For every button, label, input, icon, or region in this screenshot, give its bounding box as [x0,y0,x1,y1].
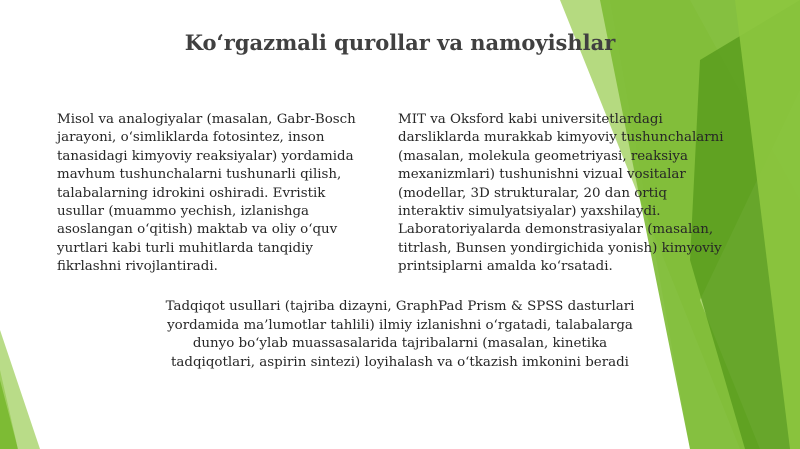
bottom-line: yordamida ma’lumotlar tahlili) ilmiy izlanishni o‘rgatadi, talabalarga [167,317,633,333]
left-line: usullar (muammo yechish, izlanishga [57,204,310,220]
right-line: (masalan, molekula geometriyasi, reaksiya [398,148,688,164]
left-line: yurtlari kabi turli muhitlarda tanqidiy [57,240,313,256]
bottom-line: tadqiqotlari, aspirin sintezi) loyihalash va o‘tkazish imkonini beradi [171,354,629,370]
left-line: tanasidagi kimyoviy reaksiyalar) yordamida [57,148,354,164]
right-line: interaktiv simulyatsiyalar) yaxshilaydi. [398,204,661,220]
left-line: fikrlashni rivojlantiradi. [57,259,218,275]
right-line: mexanizmlari) tushunishni vizual vositalar [398,167,686,183]
left-line: jarayoni, o‘simliklarda fotosintez, inson [57,130,325,146]
bottom-line: Tadqiqot usullari (tajriba dizayni, GraphPad Prism & SPSS dasturlari [165,299,635,314]
left-line: asoslangan o‘qitish) maktab va oliy o‘quv [57,222,338,238]
right-line: (modellar, 3D strukturalar, 20 dan ortiq [398,185,667,201]
slide-title: Ko‘rgazmali qurollar va namoyishlar [184,30,616,55]
left-line: mavhum tushunchalarni tushunarli qilish, [57,167,342,183]
left-text-block [57,111,389,277]
bottom-text-block [120,298,680,372]
bottom-line: dunyo bo‘ylab muassasalarida tajribalarni (masalan, kinetika [192,336,608,352]
left-line: Misol va analogiyalar (masalan, Gabr-Bosch [57,112,356,127]
right-line: printsiplarni amalda ko‘rsatadi. [398,259,613,275]
right-text-block [398,111,758,277]
right-line: MIT va Oksford kabi universitetlardagi [398,112,663,127]
right-line: titrlash, Bunsen yondirgichida yonish) kimyoviy [398,240,722,256]
right-line: darsliklarda murakkab kimyoviy tushunchalarni [398,130,724,146]
left-line: talabalarning idrokini oshiradi. Evristik [57,185,326,201]
right-line: Laboratoriyalarda demonstrasiyalar (masalan, [398,222,714,238]
